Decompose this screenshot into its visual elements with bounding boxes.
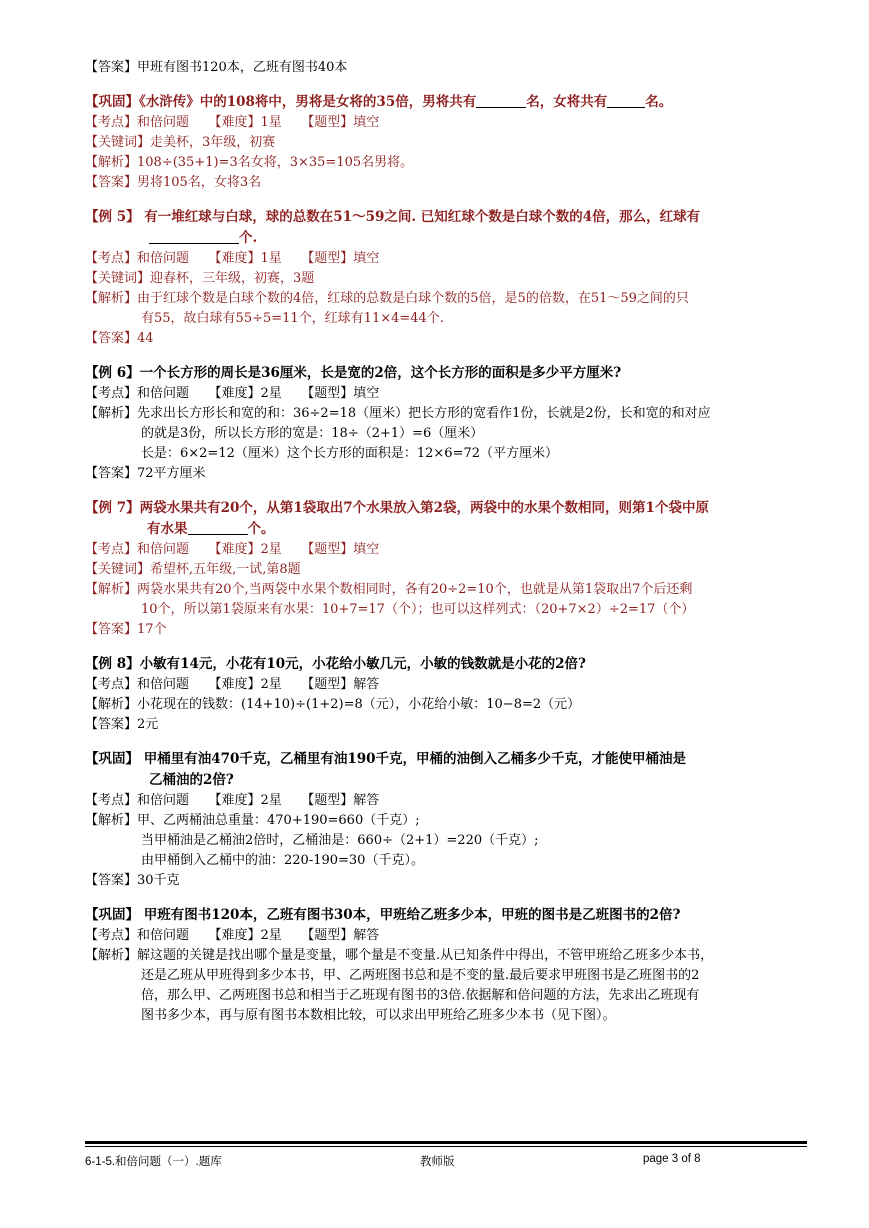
text-line: 【解析】两袋水果共有20个,当两袋中水果个数相同时，各有20÷2=10个，也就是从第1袋取出7个后还剩	[85, 582, 693, 597]
text-line: 【答案】男将105名，女将3名	[85, 175, 262, 190]
text-line: 当甲桶油是乙桶油2倍时，乙桶油是：660÷（2+1）=220（千克）;	[141, 833, 539, 848]
question-segment: 个。	[247, 521, 275, 537]
text-line: 【解析】先求出长方形长和宽的和：36÷2=18（厘米）把长方形的宽看作1份，长就是2份，长和宽的和对应	[85, 406, 711, 421]
text-line: 【答案】2元	[85, 717, 159, 732]
problem-block	[85, 58, 807, 78]
text-line: 【解析】108÷(35+1)=3名女将，3×35=105名男将。	[85, 155, 414, 170]
footer-edition: 教师版	[420, 1156, 455, 1168]
question-text	[85, 519, 807, 540]
text-line: 还是乙班从甲班得到多少本书，甲、乙两班图书总和是不变的量.最后要求甲班图书是乙班图书的2	[141, 968, 700, 983]
question-segment: 【巩固】《水浒传》中的108将中，男将是女将的35倍，男将共有	[85, 94, 477, 110]
question-segment: 【例 5】 有一堆红球与白球，球的总数在51～59之间. 已知红球个数是白球个数的4倍，那么，红球有	[85, 209, 701, 225]
problem-block	[85, 654, 807, 735]
text-line: 【解析】解这题的关键是找出哪个量是变量，哪个量是不变量.从已知条件中得出，不管甲班给乙班多少本书，	[85, 948, 714, 963]
question-segment: 【巩固】 甲桶里有油470千克，乙桶里有油190千克，甲桶的油倒入乙桶多少千克，才能使甲桶油是	[85, 751, 687, 767]
text-line: 【解析】小花现在的钱数：(14+10)÷(1+2)=8（元），小花给小敏：10−8=2（元）	[85, 697, 581, 712]
text-line: 的就是3份，所以长方形的宽是：18÷（2+1）=6（厘米）	[141, 426, 484, 441]
text-line: 【答案】17个	[85, 622, 167, 637]
problem-block	[85, 749, 807, 891]
question-segment: 个.	[239, 230, 258, 246]
footer-rule	[85, 1141, 807, 1144]
question-text	[85, 363, 807, 384]
question-text	[85, 498, 807, 519]
question-text	[85, 770, 807, 791]
text-line: 【答案】72平方厘米	[85, 466, 206, 481]
answer-blank	[149, 229, 239, 244]
document-page	[85, 58, 807, 1040]
text-line: 【答案】30千克	[85, 873, 180, 888]
question-text	[85, 207, 807, 249]
problem-block	[85, 207, 807, 349]
answer-blank	[607, 93, 645, 108]
question-segment: 【例 7】两袋水果共有20个，从第1袋取出7个水果放入第2袋，两袋中的水果个数相同，则第1个袋中原	[85, 500, 709, 516]
question-segment: 【例 8】小敏有14元，小花有10元，小花给小敏几元，小敏的钱数就是小花的2倍?	[85, 656, 586, 672]
answer-blank	[476, 93, 526, 108]
question-segment: 名。	[645, 94, 673, 110]
text-line: 【考点】和倍问题 【难度】2星 【题型】填空	[85, 386, 380, 401]
problem-block	[85, 905, 807, 1026]
text-line: 【关键词】走美杯，3年级，初赛	[85, 135, 276, 150]
text-line: 【考点】和倍问题 【难度】1星 【题型】填空	[85, 251, 380, 266]
problem-block	[85, 498, 807, 640]
text-line: 有55，故白球有55÷5=11个，红球有11×4=44个.	[141, 311, 444, 326]
text-line: 10个，所以第1袋原来有水果：10+7=17（个）；也可以这样列式：（20+7×2）÷2=17（个）	[141, 602, 695, 617]
question-text	[85, 749, 807, 770]
text-line: 由甲桶倒入乙桶中的油：220-190=30（千克）。	[141, 853, 424, 868]
question-text	[85, 905, 807, 926]
question-segment: 乙桶油的2倍?	[149, 772, 234, 788]
problem-block	[85, 92, 807, 193]
question-segment: 【巩固】 甲班有图书120本，乙班有图书30本，甲班给乙班多少本，甲班的图书是乙班图书的2倍?	[85, 907, 681, 923]
text-line: 【解析】甲、乙两桶油总重量：470+190=660（千克）;	[85, 813, 420, 828]
text-line: 【解析】由于红球个数是白球个数的4倍，红球的总数是白球个数的5倍，是5的倍数，在51～59之间的只	[85, 291, 689, 306]
text-line: 【考点】和倍问题 【难度】2星 【题型】填空	[85, 542, 380, 557]
text-line: 【答案】44	[85, 331, 154, 346]
footer-page-number: page 3 of 8	[643, 1153, 701, 1165]
text-line: 长是：6×2=12（厘米）这个长方形的面积是：12×6=72（平方厘米）	[141, 446, 559, 461]
answer-blank	[188, 520, 248, 535]
text-line: 【关键词】希望杯,五年级,一试,第8题	[85, 562, 301, 577]
text-line: 【考点】和倍问题 【难度】2星 【题型】解答	[85, 928, 380, 943]
problem-block	[85, 363, 807, 484]
text-line: 【考点】和倍问题 【难度】1星 【题型】填空	[85, 115, 380, 130]
text-line: 【考点】和倍问题 【难度】2星 【题型】解答	[85, 793, 380, 808]
question-text	[85, 654, 807, 675]
text-line: 倍，那么甲、乙两班图书总和相当于乙班现有图书的3倍.依据解和倍问题的方法，先求出乙班现有	[141, 988, 700, 1003]
question-segment: 有水果	[147, 521, 188, 537]
text-line: 【考点】和倍问题 【难度】2星 【题型】解答	[85, 677, 380, 692]
question-text	[85, 92, 807, 113]
footer-rule-thin	[85, 1146, 807, 1147]
text-line: 图书多少本，再与原有图书本数相比较，可以求出甲班给乙班多少本书（见下图）。	[141, 1008, 616, 1023]
text-line: 【关键词】迎春杯，三年级，初赛，3题	[85, 271, 315, 286]
question-segment: 【例 6】一个长方形的周长是36厘米，长是宽的2倍，这个长方形的面积是多少平方厘米?	[85, 365, 622, 381]
footer-doc-title: 6-1-5.和倍问题（一）.题库	[85, 1156, 222, 1168]
text-line: 【答案】甲班有图书120本，乙班有图书40本	[85, 60, 348, 75]
question-segment: 名，女将共有	[526, 94, 608, 110]
